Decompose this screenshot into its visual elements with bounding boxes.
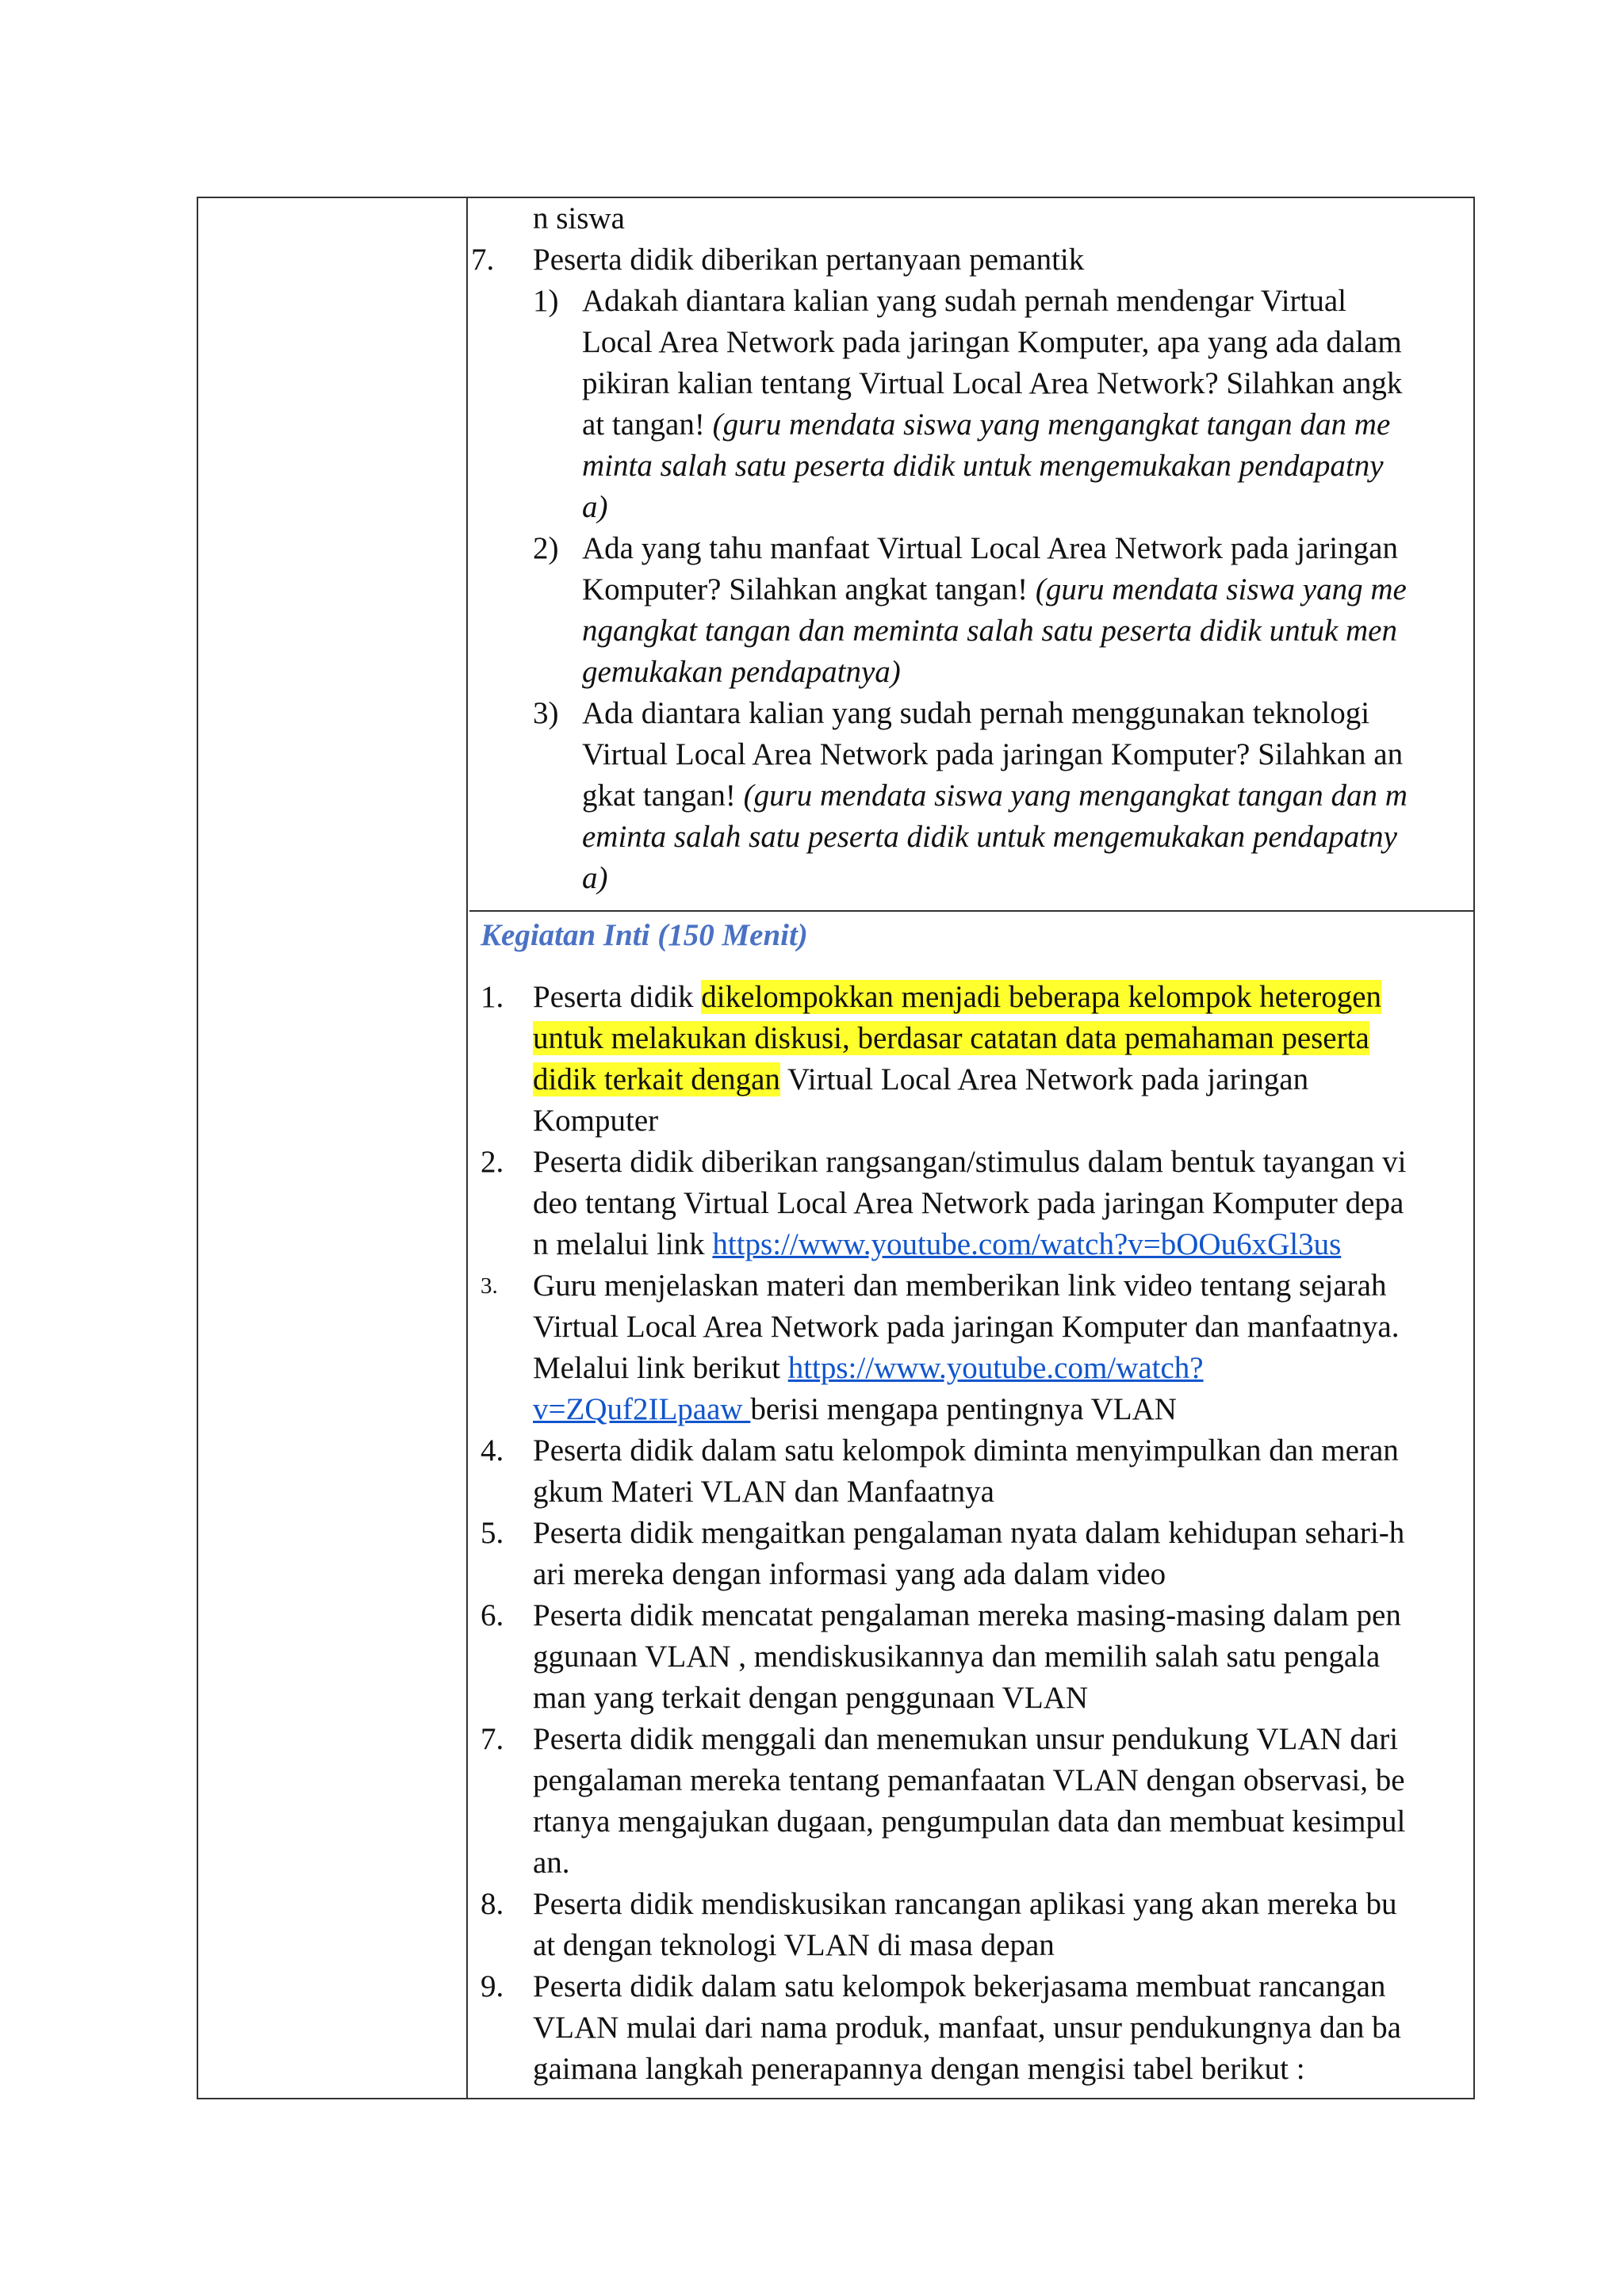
question-text: at tangan! [582,408,713,442]
item-line: Peserta didik mengaitkan pengalaman nyata dalam kehidupan sehari-h [533,1516,1405,1550]
left-column-cell [198,198,468,2098]
highlighted-text: didik terkait dengan [533,1062,780,1096]
teacher-note: (guru mendata siswa yang mengangkat tangan dan m [743,779,1408,813]
item-line [533,1018,1369,1059]
item-text: n melalui link [533,1227,713,1261]
item-line [533,977,1381,1018]
youtube-link[interactable]: https://www.youtube.com/watch? [787,1351,1204,1385]
teacher-note: gemukakan pendapatnya) [582,655,901,689]
item-number: 8. [481,1887,504,1921]
item-line: Peserta didik menggali dan menemukan unsur pendukung VLAN dari [533,1722,1399,1756]
item-line [533,1224,1341,1265]
teacher-note: a) [582,490,608,524]
teacher-note: a) [582,861,608,895]
item-line [533,1348,1204,1389]
youtube-link[interactable]: https://www.youtube.com/watch?v=bOOu6xGl3us [712,1227,1342,1261]
question-number: 3) [533,696,559,730]
teacher-note: minta salah satu peserta didik untuk mengemukakan pendapatny [582,449,1384,483]
question-line [582,569,1407,610]
youtube-link[interactable]: v=ZQuf2ILpaaw [533,1392,751,1426]
item-line: Peserta didik mencatat pengalaman mereka masing-masing dalam pen [533,1598,1401,1632]
item-line: Komputer [533,1104,659,1138]
question-text: gkat tangan! [582,779,744,813]
item-line [533,1389,1177,1430]
continuation-text: n siswa [533,201,625,235]
teacher-note: ngangkat tangan dan meminta salah satu peserta didik untuk men [582,614,1397,648]
section-heading: Kegiatan Inti (150 Menit) [481,918,808,952]
cell-kegiatan-inti [469,913,1473,2098]
question-line: Adakah diantara kalian yang sudah pernah mendengar Virtual [582,284,1346,318]
item-number: 4. [481,1433,504,1468]
question-line: Local Area Network pada jaringan Komputer, apa yang ada dalam [582,325,1402,359]
item-text: Peserta didik [533,980,702,1014]
question-line [582,775,1408,817]
item-line: Peserta didik diberikan rangsangan/stimulus dalam bentuk tayangan vi [533,1145,1407,1179]
cell-kegiatan-pendahuluan [469,198,1473,912]
item-text: Melalui link berikut [533,1351,788,1385]
teacher-note: (guru mendata siswa yang mengangkat tangan dan me [712,408,1391,442]
teacher-note: eminta salah satu peserta didik untuk mengemukakan pendapatny [582,820,1397,854]
lesson-plan-table [197,197,1475,2099]
item-line: Peserta didik dalam satu kelompok bekerjasama membuat rancangan [533,1969,1386,2003]
item-number: 7. [471,243,495,277]
item-line: Guru menjelaskan materi dan memberikan link video tentang sejarah [533,1269,1387,1303]
item-line: an. [533,1846,570,1880]
question-number: 1) [533,284,559,318]
item-line: gkum Materi VLAN dan Manfaatnya [533,1475,994,1509]
item-number: 7. [481,1722,504,1756]
item-line: man yang terkait dengan penggunaan VLAN [533,1681,1088,1715]
question-line: Ada yang tahu manfaat Virtual Local Area Network pada jaringan [582,531,1398,565]
item-line: Virtual Local Area Network pada jaringan Komputer dan manfaatnya. [533,1310,1400,1344]
item-line: Peserta didik dalam satu kelompok diminta menyimpulkan dan meran [533,1433,1399,1468]
item-line: VLAN mulai dari nama produk, manfaat, unsur pendukungnya dan ba [533,2011,1401,2045]
highlighted-text: untuk melakukan diskusi, berdasar catatan data pemahaman peserta [533,1021,1369,1055]
question-line: Virtual Local Area Network pada jaringan Komputer? Silahkan an [582,737,1404,771]
item-number: 2. [481,1145,504,1179]
item-number: 1. [481,980,504,1014]
item-line: ari mereka dengan informasi yang ada dalam video [533,1557,1166,1591]
question-line: pikiran kalian tentang Virtual Local Area Network? Silahkan angk [582,366,1403,400]
item-line [533,1059,1308,1100]
item-number: 6. [481,1598,504,1632]
item-number: 9. [481,1969,504,2003]
item-text: Virtual Local Area Network pada jaringan [779,1062,1309,1096]
question-text: Komputer? Silahkan angkat tangan! [582,572,1036,607]
question-line: Ada diantara kalian yang sudah pernah menggunakan teknologi [582,696,1370,730]
item-line: gaimana langkah penerapannya dengan mengisi tabel berikut : [533,2052,1305,2086]
item-line: ggunaan VLAN , mendiskusikannya dan memilih salah satu pengala [533,1640,1381,1674]
item-line: at dengan teknologi VLAN di masa depan [533,1928,1055,1962]
item-number: 5. [481,1516,504,1550]
teacher-note: (guru mendata siswa yang me [1035,572,1407,607]
item-line: Peserta didik mendiskusikan rancangan aplikasi yang akan mereka bu [533,1887,1397,1921]
item-number: 3. [481,1273,498,1299]
item-text: berisi mengapa pentingnya VLAN [750,1392,1177,1426]
question-number: 2) [533,531,559,565]
item-line: deo tentang Virtual Local Area Network pada jaringan Komputer depa [533,1186,1404,1220]
highlighted-text: dikelompokkan menjadi beberapa kelompok heterogen [701,980,1382,1014]
item-line: rtanya mengajukan dugaan, pengumpulan data dan membuat kesimpul [533,1804,1406,1839]
question-line [582,404,1390,446]
item-line: pengalaman mereka tentang pemanfaatan VLAN dengan observasi, be [533,1763,1405,1797]
item-text: Peserta didik diberikan pertanyaan pemantik [533,243,1085,277]
